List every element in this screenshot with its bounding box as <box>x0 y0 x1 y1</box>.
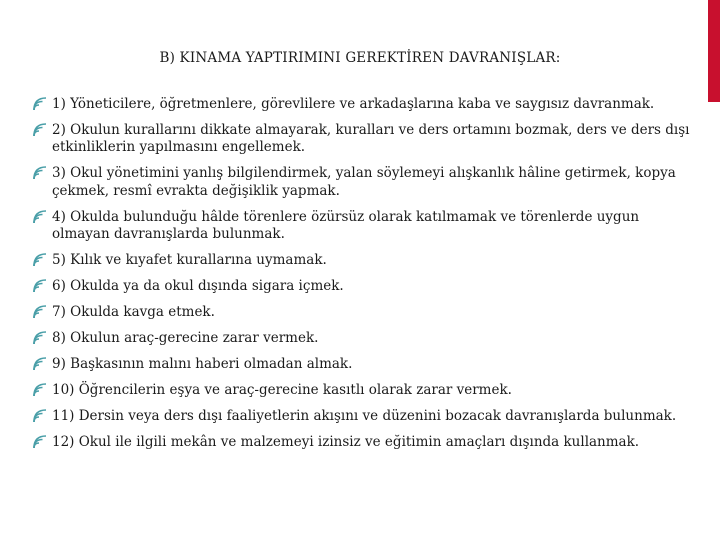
list-item <box>32 96 692 113</box>
page-title: B) KINAMA YAPTIRIMINI GEREKTİREN DAVRANIŞLAR: <box>159 50 561 66</box>
list-item-text: 10) Öğrencilerin eşya ve araç-gerecine kasıtlı olarak zarar vermek. <box>52 382 512 399</box>
list-item-text: 11) Dersin veya ders dışı faaliyetlerin akışını ve düzenini bozacak davranışlarda bulunmak. <box>52 408 677 425</box>
wifi-signal-icon <box>32 97 48 111</box>
rules-list <box>32 96 692 460</box>
list-item <box>32 330 692 347</box>
wifi-signal-icon <box>32 409 48 423</box>
list-item <box>32 252 692 269</box>
list-item <box>32 408 692 425</box>
list-item <box>32 122 692 157</box>
list-item-text: 8) Okulun araç-gerecine zarar vermek. <box>52 330 319 347</box>
wifi-signal-icon <box>32 166 48 180</box>
list-item-text: 5) Kılık ve kıyafet kurallarına uymamak. <box>52 252 327 269</box>
wifi-signal-icon <box>32 210 48 224</box>
wifi-signal-icon <box>32 279 48 293</box>
list-item <box>32 382 692 399</box>
list-item <box>32 356 692 373</box>
wifi-signal-icon <box>32 123 48 137</box>
list-item <box>32 209 692 244</box>
list-item-text: 1) Yöneticilere, öğretmenlere, görevlilere ve arkadaşlarına kaba ve saygısız davranmak. <box>52 96 655 112</box>
wifi-signal-icon <box>32 435 48 449</box>
list-item-text: 12) Okul ile ilgili mekân ve malzemeyi izinsiz ve eğitimin amaçları dışında kullanmak. <box>52 434 640 451</box>
list-item-text: 6) Okulda ya da okul dışında sigara içmek. <box>52 278 344 295</box>
list-item <box>32 304 692 321</box>
wifi-signal-icon <box>32 383 48 397</box>
wifi-signal-icon <box>32 331 48 345</box>
list-item <box>32 165 692 200</box>
list-item-text: 9) Başkasının malını haberi olmadan almak. <box>52 356 353 373</box>
wifi-signal-icon <box>32 253 48 267</box>
list-item-text: 2) Okulun kurallarını dikkate almayarak, kuralları ve ders ortamını bozmak, ders ve ders dışı etkinliklerin yapılmasını engellemek. <box>52 122 690 156</box>
wifi-signal-icon <box>32 305 48 319</box>
list-item-text: 7) Okulda kavga etmek. <box>52 304 215 321</box>
list-item <box>32 278 692 295</box>
list-item-text: 3) Okul yönetimini yanlış bilgilendirmek, yalan söylemeyi alışkanlık hâline getirmek, kopya çekmek, resmî evrakta değişiklik yapmak. <box>52 165 676 199</box>
list-item-text: 4) Okulda bulunduğu hâlde törenlere özürsüz olarak katılmamak ve törenlerde uygun olmayan davranışlarda bulunmak. <box>52 208 640 243</box>
list-item <box>32 434 692 451</box>
wifi-signal-icon <box>32 357 48 371</box>
